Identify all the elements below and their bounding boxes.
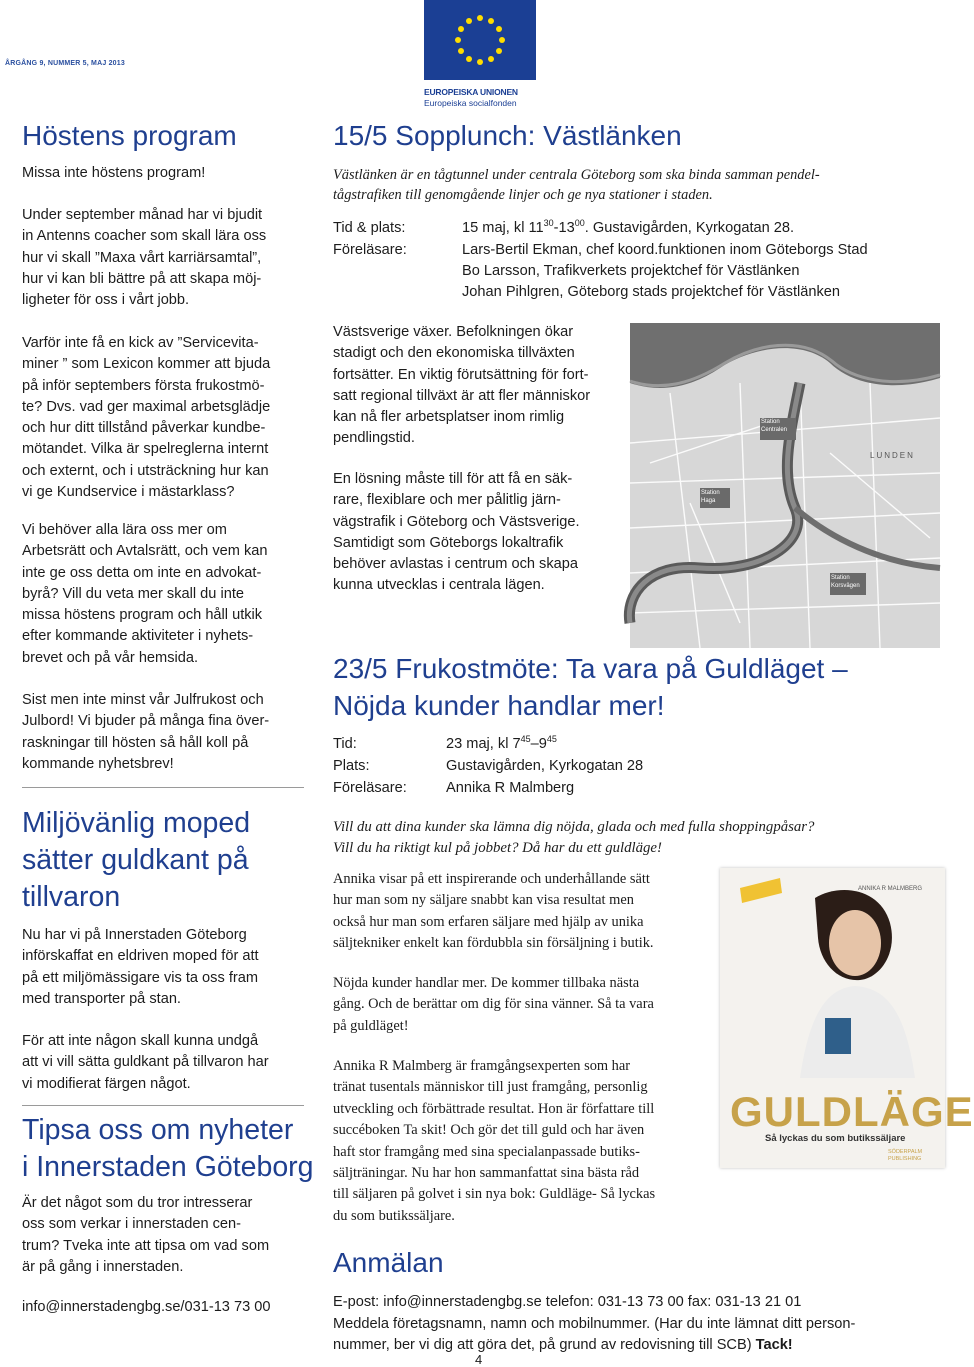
lunch-paragraph-1: Västsverige växer. Befolkningen ökar stadigt och den ekonomiska tillväxten fortsätter. En viktig förutsättning för fort- satt regional tillväxt är att fler människor kan nå fler arbetsplatser inom rimlig pendlingstid. (333, 324, 591, 447)
anmalan-title: Anmälan (333, 1247, 444, 1278)
frukost-paragraph-1: Annika visar på ett inspirerande och underhållande sätt hur man som ny säljare snabbt kan visa resultat men också hur man som erfaren säljare med hjälp av unika säljtekniker enkelt kan fördubbla sin försäljning i butik. (333, 871, 654, 952)
book-title: GULDLÄGE (730, 1088, 974, 1135)
book-publisher: SÖDERPALM PUBLISHING (888, 1149, 923, 1162)
program-paragraph-4: Sist men inte minst vår Julfrukost och Julbord! Vi bjuder på många fina över- raskningar till hösten så håll koll på kommande nyhetsbrev! (22, 692, 270, 772)
page-number: 4 (475, 1352, 483, 1367)
map-station-haga: Station Haga (701, 490, 720, 504)
frukost-paragraph-3: Annika R Malmberg är framgångsexperten som har tränat tusentals människor till just framgång, personlig utveckling och förbättrade resultat. Hon är författare till succéboken Ta skit! Och gör det till guld och har även haft stor framgång med sina specialanpassade butiks- säljträningar. Nu har hon sammanfattat sina bästa råd till säljaren på golvet i sin nya bok: Guldläge- Så lyckas du som butikssäljare. (333, 1058, 656, 1224)
frukost-time-value: 23 maj, kl $7^{45}-9^{45}$ (446, 734, 557, 752)
lunch-time-value: 15 maj, kl $11^{30}-13^{00}$. Gustavigården, Kyrkogatan 28. (462, 218, 795, 236)
eu-flag-icon (424, 0, 536, 80)
tunnel-map-graphic (630, 323, 940, 648)
vastlanken-map (630, 323, 940, 648)
eu-logo (424, 0, 536, 110)
frukost-speaker-label: Föreläsare: (333, 780, 407, 796)
divider (22, 1105, 304, 1106)
book-subtitle: Så lyckas du som butikssäljare (765, 1133, 906, 1144)
tips-contact-link[interactable]: info@innerstadengbg.se/031-13 73 00 (22, 1299, 271, 1315)
lunch-paragraph-2: En lösning måste till för att få en säk- rare, flexiblare och mer pålitlig järn- vägstrafik i Göteborg och Västsverige. Samtidigt som Göteborgs lokaltrafik behöver avlastas i centrum och skapa kunna utvecklas i centrala lägen. (333, 471, 580, 594)
moped-title: Miljövänlig moped sätter guldkant på tillvaron (22, 807, 251, 913)
program-paragraph-3: Vi behöver alla lära oss mer om Arbetsrätt och Avtalsrätt, och vem kan inte ge oss detta om inte en advokat- byrå? Vill du veta mer skall du inte missa höstens program och håll utkik efter kommande aktiviteter i nyhets- brevet och på vår hemsida. (22, 522, 268, 666)
frukost-paragraph-2: Nöjda kunder handlar mer. De kommer tillbaka nästa gång. Och de berättar om dig för sina vänner. Så ta vara på guldläget! (333, 975, 654, 1034)
issue-label: ÅRGÅNG 9, NUMMER 5, MAJ 2013 (5, 60, 125, 67)
lunch-title: 15/5 Sopplunch: Västlänken (333, 120, 682, 151)
frukost-time-label: Tid: (333, 736, 357, 752)
map-station-korsvagen: Station Korsvägen (831, 575, 860, 589)
book-cover-image (720, 868, 974, 1168)
frukost-title: 23/5 Frukostmöte: Ta vara på Guldläget – Nöjda kunder handlar mer! (333, 653, 848, 721)
map-district-label: LUNDEN (870, 451, 915, 460)
lunch-time-label: Tid & plats: (333, 220, 406, 236)
divider (22, 787, 304, 788)
frukost-intro: Vill du att dina kunder ska lämna dig nöjda, glada och med fulla shoppingpåsar? Vill du ha riktigt kul på jobbet? Då har du ett guldläge! (333, 819, 815, 856)
map-station-centralen: Station Centralen (761, 419, 788, 433)
eu-logo-line1: EUROPEISKA UNIONEN (424, 87, 518, 97)
lunch-speakers: Lars-Bertil Ekman, chef koord.funktionen inom Göteborgs Stad Bo Larsson, Trafikverkets projektchef för Västlänken Johan Pihlgren, Göteborg stads projektchef för Västlänken (462, 242, 868, 300)
anmalan-text: E-post: info@innerstadengbg.se telefon: 031-13 73 00 fax: 031-13 21 01 Meddela företagsnamn, namn och mobilnummer. (Har du inte lämnat ditt person- nummer, ber vi dig att göra det, på grund av redovisning till SCB) Tack! (333, 1292, 933, 1357)
lunch-speakers-label: Föreläsare: (333, 242, 407, 258)
tips-paragraph: Är det något som du tror intresserar oss som verkar i innerstaden cen- trum? Tveka inte att tipsa om vad som är på gång i innerstaden. (22, 1195, 270, 1275)
book-author: ANNIKA R MALMBERG (858, 886, 923, 892)
moped-paragraph-2: För att inte någon skall kunna undgå att vi vill sätta guldkant på tillvaron har vi modifierat färgen något. (22, 1033, 269, 1092)
frukost-place-label: Plats: (333, 758, 370, 774)
program-title: Höstens program (22, 120, 237, 151)
frukost-speaker-value: Annika R Malmberg (446, 780, 575, 796)
moped-paragraph-1: Nu har vi på Innerstaden Göteborg införskaffat en eldriven moped för att på ett miljömässigare vis ta oss fram med transporter på stan. (22, 927, 259, 1007)
tips-title: Tipsa oss om nyheter i Innerstaden Göteborg (22, 1114, 314, 1183)
program-paragraph-1: Under september månad har vi bjudit in Antenns coacher som skall lära oss hur vi skall ”Maxa vårt karriärsamtal”, hur vi kan bli bättre på att skapa möj- ligheter för oss i vårt jobb. (22, 207, 267, 309)
program-lead: Missa inte höstens program! (22, 165, 206, 181)
eu-logo-line2: Europeiska socialfonden (424, 98, 517, 108)
lunch-intro: Västlänken är en tågtunnel under centrala Göteborg som ska binda samman pendel- tågstrafiken till genomgående linjer och ge nya stationer i staden. (333, 167, 820, 203)
frukost-place-value: Gustavigården, Kyrkogatan 28 (446, 758, 644, 774)
anmalan-contact-line[interactable]: E-post: info@innerstadengbg.se telefon: 031-13 73 00 fax: 031-13 21 01 (333, 1294, 802, 1310)
program-paragraph-2: Varför inte få en kick av ”Servicevita- miner ” som Lexicon kommer att bjuda på inför septembers första frukostmö- te? Dvs. vad ger maximal arbetsglädje och hur ditt tillstånd påverkar kundbe- mötandet. Vilka är spelreglerna internt och externt, och i utsträckning hur kan vi ge Kundservice i mästarklass? (22, 335, 271, 501)
